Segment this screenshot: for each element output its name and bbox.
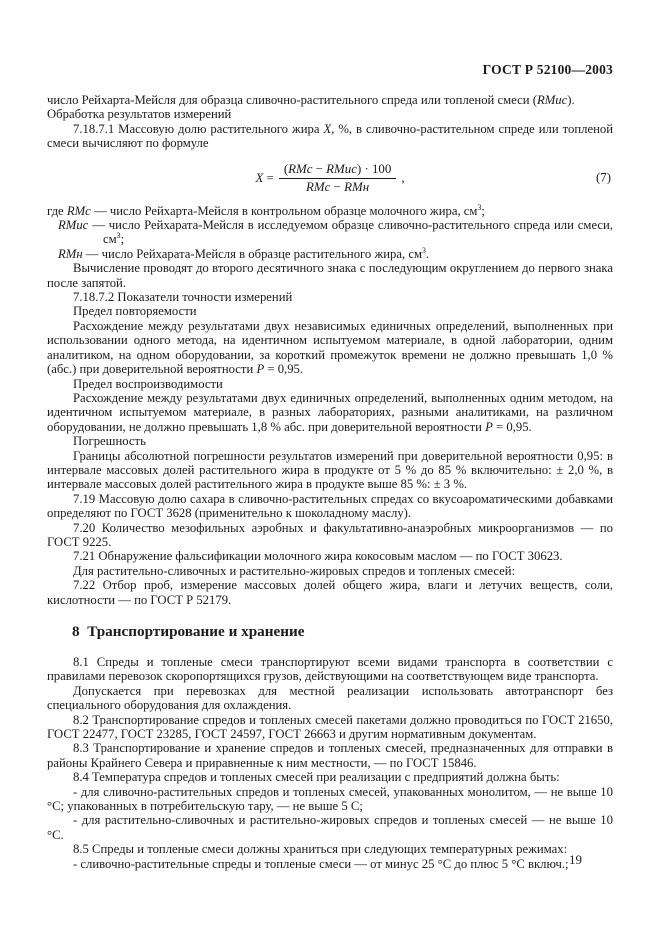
- paragraph: Вычисление проводят до второго десятичного знака с последующим округлением до первого знака после запятой.: [47, 261, 613, 290]
- document-header: ГОСТ Р 52100—2003: [482, 62, 613, 77]
- paragraph: Для растительно-сливочных и растительно-жировых спредов и топленых смесей:: [73, 563, 516, 578]
- paragraph: 7.18.7.2 Показатели точности измерений: [73, 290, 293, 305]
- formula-denominator: RMс − RMн: [306, 179, 370, 194]
- formula: [47, 162, 613, 195]
- paragraph: - для сливочно-растительных спредов и топленых смесей, упакованных монолитом, — не выше 10 °С; упакованных в потребительскую тару, — не выше 5 С;: [47, 784, 613, 814]
- formula-fraction: [279, 162, 397, 195]
- paragraph: 8.1 Спреды и топленые смеси транспортируют всеми видами транспорта в соответствии с правилами перевозок скоропортящихся грузов, действующими на соответствующем виде транспорта.: [47, 655, 613, 684]
- paragraph: 8.3 Транспортирование и хранение спредов и топленых смесей, предназначенных для отправки в районы Крайнего Севера и приравненные к ним местности, — по ГОСТ 15846.: [47, 741, 613, 770]
- paragraph: 8.2 Транспортирование спредов и топленых смесей пакетами должно проводиться по ГОСТ 21650, ГОСТ 22477, ГОСТ 23285, ГОСТ 24597, ГОСТ 26663 и другим нормативным документам.: [47, 712, 613, 742]
- paragraph: - сливочно-растительные спреды и топленые смеси — от минус 25 °С до плюс 5 °С включ.;: [73, 856, 569, 871]
- paragraph: 7.20 Количество мезофильных аэробных и факультативно-анаэробных микроорганизмов — по ГОСТ 9225.: [47, 520, 613, 549]
- paragraph: 7.19 Массовую долю сахара в сливочно-растительных спредах со вкусоароматическими добавками определяют по ГОСТ 3628 (применительно к шоколадному маслу).: [47, 491, 613, 521]
- formula-numerator: (RMс − RMис) · 100: [279, 162, 397, 179]
- formula-legend-item: где RMс — число Рейхарта-Мейсля в контрольном образце молочного жира, $см^3$;: [47, 202, 485, 218]
- paragraph: Расхождение между результатами двух единичных определений, выполненных одним методом, на идентичном испытуемом материале, в разных лабораториях, разными аналитиками, на различном оборудовании, не должно превышать 1,8 % абс. при доверительной вероятности P = 0,95.: [47, 390, 613, 434]
- document-body: [47, 93, 613, 871]
- paragraph: Обработка результатов измерений: [47, 107, 232, 122]
- paragraph: 7.18.7.1 Массовую долю растительного жира X, %, в сливочно-растительном спреде или топленой смеси вычисляют по формуле: [47, 121, 613, 151]
- page-content: [47, 62, 613, 871]
- paragraph: Расхождение между результатами двух независимых единичных определений, выполненных при использовании одного метода, на идентичном испытуемом материале, в одной лаборатории, одним аналитиком, на одном оборудовании, за короткий промежуток времени не должно превышать 1,0 % (абс.) при доверительной вероятности P = 0,95.: [47, 318, 613, 377]
- paragraph: Границы абсолютной погрешности результатов измерений при доверительной вероятности 0,95: в интервале массовых долей растительного жира в продукте от 5 % до 85 % включительно: ± 2,0 %, в интервале массовых долей растительного жира в продукте выше 85 %: ± 3 %.: [47, 448, 613, 492]
- paragraph: 7.21 Обнаружение фальсификации молочного жира кокосовым маслом — по ГОСТ 30623.: [73, 549, 563, 564]
- paragraph: Допускается при перевозках для местной реализации использовать автотранспорт без специального оборудования для охлаждения.: [47, 683, 613, 713]
- formula-legend-item: RMн — число Рейхарата-Мейсля в образце растительного жира, $см^3$.: [58, 245, 430, 261]
- paragraph: - для растительно-сливочных и растительно-жировых спредов и топленых смесей — не выше 10 °С.: [47, 813, 613, 842]
- paragraph: 7.22 Отбор проб, измерение массовых долей общего жира, влаги и летучих веществ, соли, кислотности — по ГОСТ Р 52179.: [47, 578, 613, 607]
- paragraph: Предел повторяемости: [73, 304, 197, 319]
- formula-number: (7): [595, 170, 611, 185]
- paragraph: Предел воспроизводимости: [73, 376, 223, 391]
- formula-legend-item: RMис — число Рейхарата-Мейсля в исследуемом образце сливочно-растительного спреда или смеси, $см^3$;: [58, 218, 613, 247]
- paragraph: число Рейхарта-Мейсля для образца сливочно-растительного спреда или топленой смеси (RMис).: [47, 93, 575, 107]
- formula-expression: [255, 162, 404, 195]
- formula-lhs: X =: [255, 170, 274, 185]
- paragraph: Погрешность: [73, 434, 146, 449]
- formula-trailing-comma: ,: [401, 170, 405, 185]
- page-number: 19: [569, 852, 582, 867]
- paragraph: 8.5 Спреды и топленые смеси должны храниться при следующих температурных режимах:: [73, 842, 568, 857]
- paragraph: 8.4 Температура спредов и топленых смесей при реализации с предприятий должна быть:: [73, 770, 560, 785]
- section-heading: 8 Транспортирование и хранение: [72, 623, 305, 640]
